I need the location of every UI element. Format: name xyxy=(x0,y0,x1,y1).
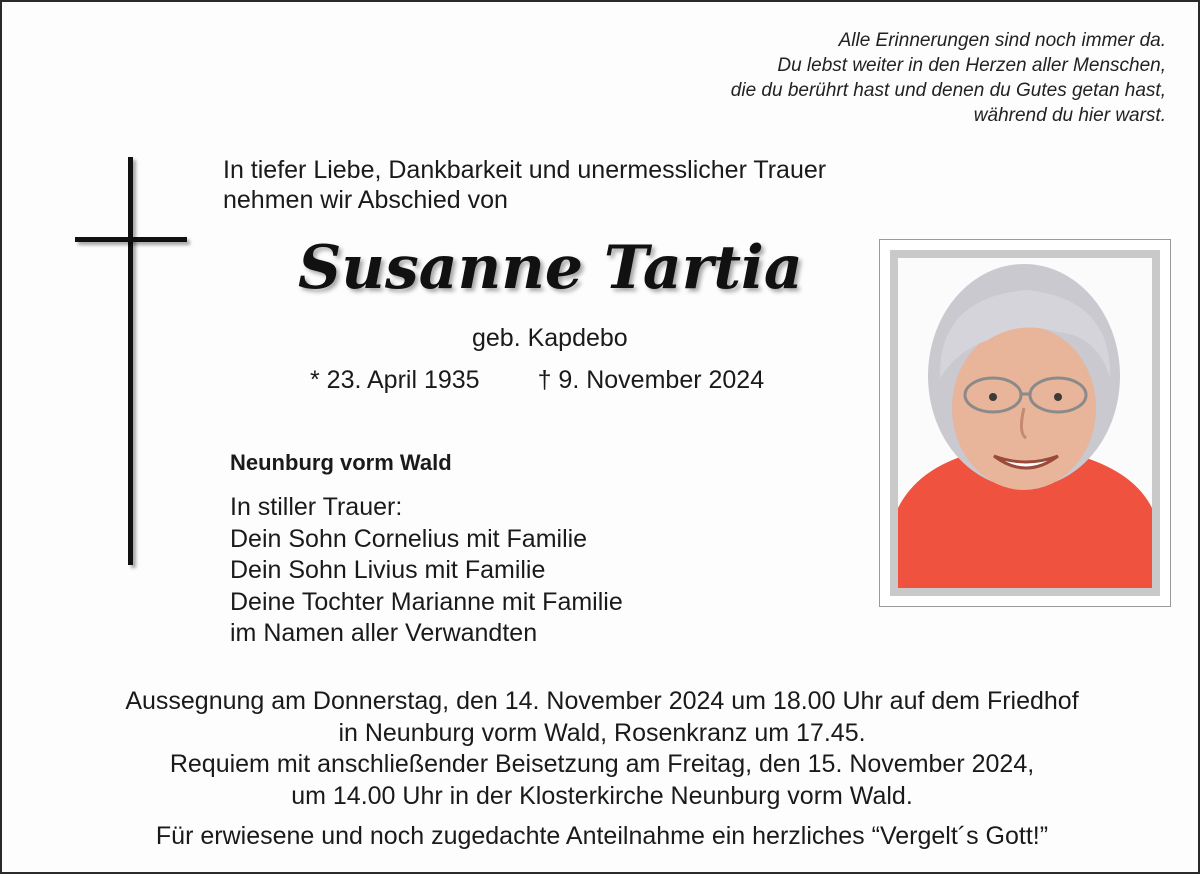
poem-line: die du berührt hast und denen du Gutes getan hast, xyxy=(730,80,1166,101)
life-dates xyxy=(310,366,764,395)
service-line: Requiem mit anschließender Beisetzung am Freitag, den 15. November 2024, xyxy=(169,750,1035,778)
portrait-photo xyxy=(898,258,1152,588)
mourner-item: Dein Sohn Cornelius mit Familie xyxy=(230,524,588,553)
mourner-item: Dein Sohn Livius mit Familie xyxy=(230,556,546,584)
service-info xyxy=(2,686,1200,812)
birth-date: * 23. April 1935 xyxy=(310,366,480,394)
intro-text xyxy=(223,155,826,215)
mourners-heading: In stiller Trauer: xyxy=(230,493,403,521)
deceased-name: Susanne Tartia xyxy=(298,233,803,303)
death-date: † 9. November 2024 xyxy=(537,366,765,394)
poem-line: Alle Erinnerungen sind noch immer da. xyxy=(838,30,1166,51)
thanks-line: Für erwiesene und noch zugedachte Anteilnahme ein herzliches “Vergelt´s Gott!” xyxy=(155,822,1049,850)
poem-line: während du hier warst. xyxy=(973,105,1166,126)
mourners-list xyxy=(230,492,623,650)
service-line: um 14.00 Uhr in der Klosterkirche Neunburg vorm Wald. xyxy=(291,781,913,810)
cross-icon xyxy=(128,157,133,565)
portrait-mat xyxy=(890,250,1160,596)
mourner-item: Deine Tochter Marianne mit Familie xyxy=(230,587,623,616)
birth-name: geb. Kapdebo xyxy=(472,324,628,352)
intro-line: nehmen wir Abschied von xyxy=(223,186,508,214)
intro-line: In tiefer Liebe, Dankbarkeit und unermesslicher Trauer xyxy=(223,156,827,184)
mourner-item: im Namen aller Verwandten xyxy=(230,619,538,647)
service-line: in Neunburg vorm Wald, Rosenkranz um 17.45. xyxy=(338,718,866,747)
portrait-frame xyxy=(879,239,1171,607)
memorial-poem xyxy=(731,28,1166,128)
service-line: Aussegnung am Donnerstag, den 14. November 2024 um 18.00 Uhr auf dem Friedhof xyxy=(125,687,1079,715)
portrait-illustration xyxy=(898,258,1152,588)
cross-icon-bar xyxy=(75,237,187,242)
poem-line: Du lebst weiter in den Herzen aller Menschen, xyxy=(777,55,1166,76)
place-name: Neunburg vorm Wald xyxy=(230,450,452,475)
